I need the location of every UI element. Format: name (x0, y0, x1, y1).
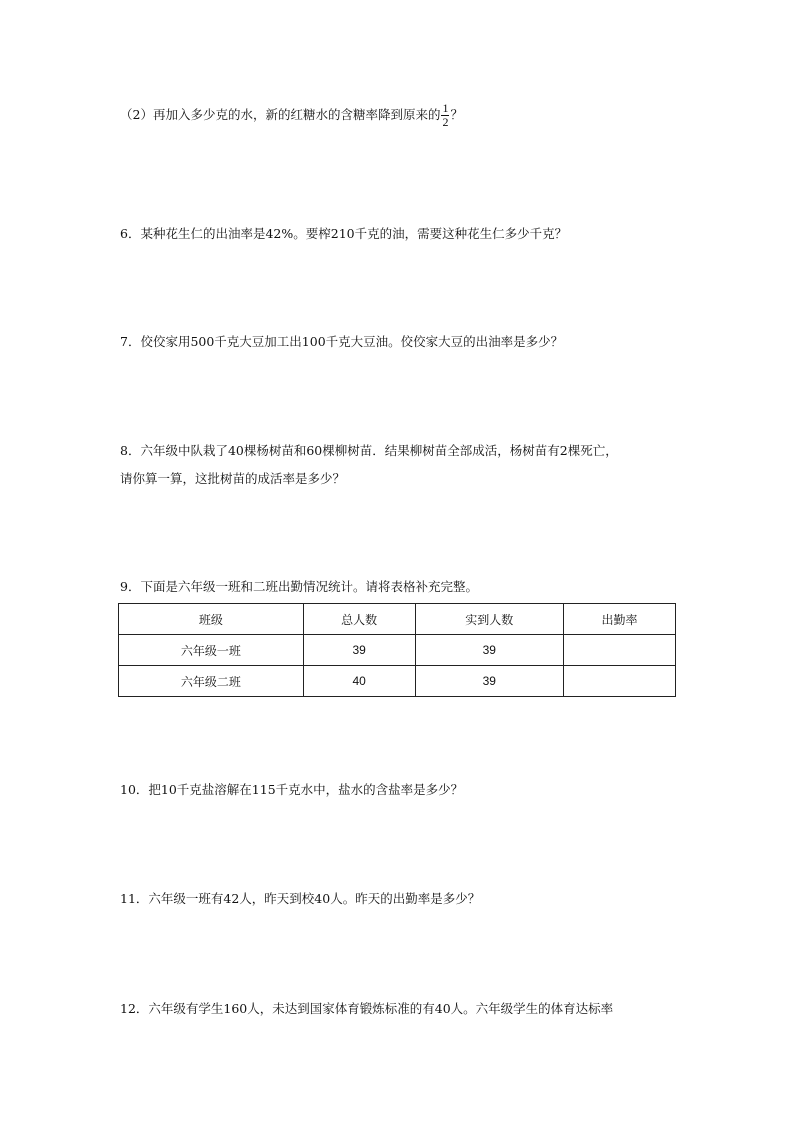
question-6: 6．某种花生仁的出油率是42%。要榨210千克的油，需要这种花生仁多少千克？ (120, 226, 568, 241)
question-7: 7．佼佼家用500千克大豆加工出100千克大豆油。佼佼家大豆的出油率是多少？ (120, 334, 564, 349)
question-10: 10．把10千克盐溶解在115千克水中，盐水的含盐率是多少？ (120, 782, 464, 797)
table-header-row (119, 604, 676, 635)
question-5-part-2-end: ？ (450, 107, 463, 122)
attendance-table (118, 603, 676, 697)
fraction-denominator: 2 (442, 115, 449, 129)
question-11: 11．六年级一班有42人，昨天到校40人。昨天的出勤率是多少？ (120, 891, 481, 906)
cell-present: 39 (415, 666, 563, 697)
fraction-one-half (441, 102, 449, 129)
question-9: 9．下面是六年级一班和二班出勤情况统计。请将表格补充完整。 (120, 579, 478, 594)
cell-rate[interactable] (563, 666, 675, 697)
header-present: 实到人数 (415, 604, 563, 635)
cell-present: 39 (415, 635, 563, 666)
cell-total: 40 (303, 666, 415, 697)
fraction-numerator: 1 (442, 101, 449, 115)
cell-total: 39 (303, 635, 415, 666)
cell-rate[interactable] (563, 635, 675, 666)
question-8-line-2: 请你算一算，这批树苗的成活率是多少？ (120, 471, 346, 486)
cell-class: 六年级二班 (119, 666, 304, 697)
question-8-line-1: 8．六年级中队栽了40棵杨树苗和60棵柳树苗．结果柳树苗全部成活，杨树苗有2棵死亡， (120, 443, 618, 458)
header-total: 总人数 (303, 604, 415, 635)
cell-class: 六年级一班 (119, 635, 304, 666)
question-12: 12．六年级有学生160人，未达到国家体育锻炼标准的有40人。六年级学生的体育达标率 (120, 1001, 614, 1016)
header-rate: 出勤率 (563, 604, 675, 635)
table-row (119, 666, 676, 697)
question-5-part-2 (120, 102, 463, 129)
question-5-part-2-text: （2）再加入多少克的水，新的红糖水的含糖率降到原来的 (120, 107, 441, 122)
table-row (119, 635, 676, 666)
header-class: 班级 (119, 604, 304, 635)
